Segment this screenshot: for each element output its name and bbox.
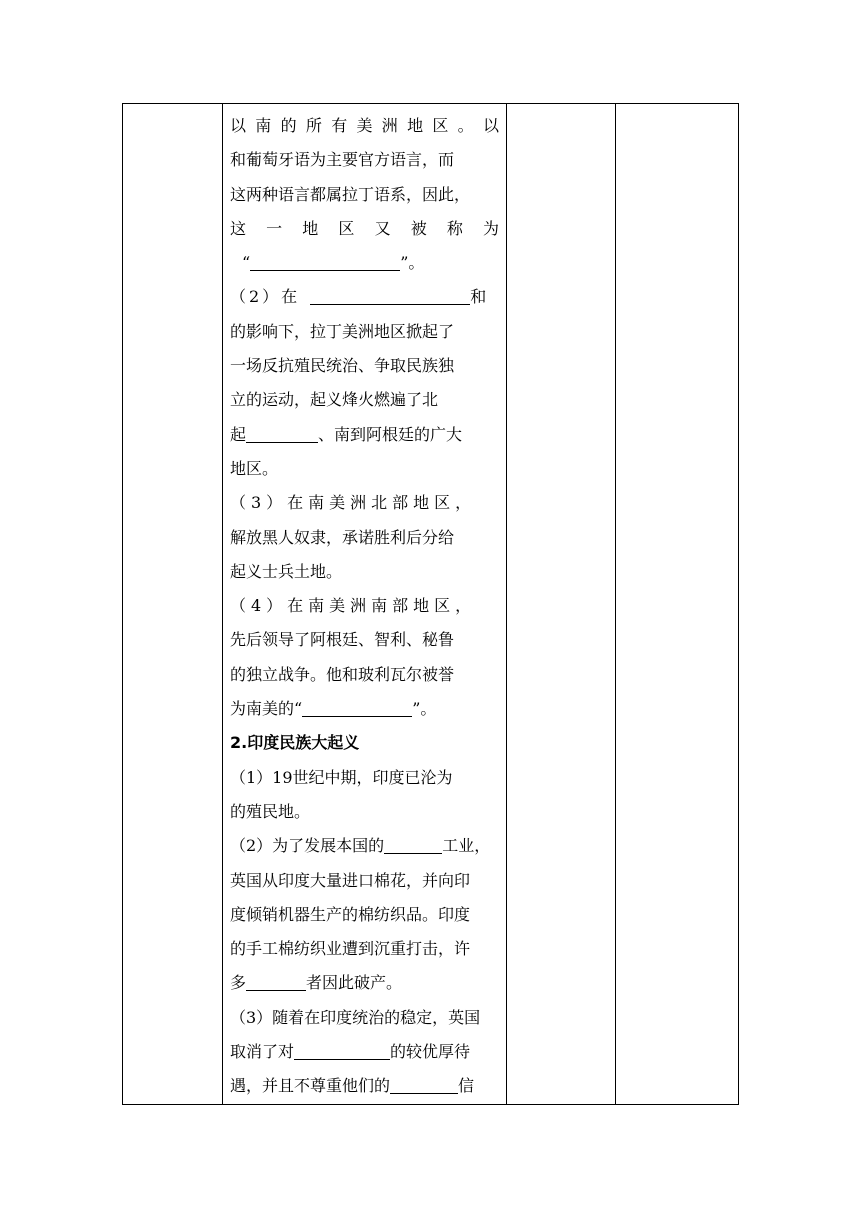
text-line: 立的运动，起义烽火燃遍了北 — [230, 390, 439, 410]
text-line: （1）19世纪中期，印度已沦为 — [230, 767, 453, 787]
text-fragment: 者因此破产。 — [306, 973, 403, 993]
text-line: 英国从印度大量进口棉花，并向印 — [230, 870, 471, 890]
text-fragment: 的较优厚待 — [390, 1042, 471, 1062]
text-fragment: 起 — [230, 424, 247, 444]
fill-blank[interactable] — [250, 252, 400, 271]
text-line: 解放黑人奴隶，承诺胜利后分给 — [230, 527, 455, 547]
section-heading: 2.印度民族大起义 — [230, 733, 360, 753]
table-cell-content — [223, 104, 507, 1105]
text-line — [230, 966, 499, 1000]
text-fragment: 和 — [470, 287, 487, 307]
text-fragment: 取消了对 — [230, 1042, 295, 1062]
text-line: 的独立战争。他和玻利瓦尔被誉 — [230, 664, 455, 684]
text-fragment: 为南美的“ — [230, 699, 303, 719]
text-fragment: 工业， — [442, 836, 491, 856]
text-line — [230, 246, 499, 280]
text-line: 这一地区又被称为 — [230, 218, 499, 238]
fill-blank[interactable] — [246, 424, 318, 443]
fill-blank[interactable] — [246, 972, 306, 991]
table-cell-empty-right — [616, 104, 739, 1105]
text-line: 以南的所有美洲地区。以 — [230, 116, 499, 135]
text-line: 度倾销机器生产的棉纺织品。印度 — [230, 904, 471, 924]
text-line: 起义士兵土地。 — [230, 561, 343, 581]
text-fragment: 信 — [458, 1076, 475, 1096]
text-line: 的手工棉纺织业遭到沉重打击，许 — [230, 939, 471, 959]
table-row — [123, 104, 739, 1105]
fill-blank[interactable] — [294, 1041, 390, 1060]
text-line — [230, 1035, 499, 1069]
text-fragment: 遇，并且不尊重他们的 — [230, 1076, 391, 1096]
text-line: 和葡萄牙语为主要官方语言，而 — [230, 150, 455, 170]
text-line: 的影响下，拉丁美洲地区掀起了 — [230, 321, 455, 341]
table-cell-empty — [507, 104, 616, 1105]
fill-blank[interactable] — [390, 1075, 458, 1094]
text-line — [230, 1069, 499, 1103]
item-label: （2）在 — [230, 287, 301, 307]
text-line — [230, 418, 499, 452]
lesson-table — [122, 103, 739, 1105]
text-line: 这两种语言都属拉丁语系，因此， — [230, 184, 471, 204]
text-fragment: 、南到阿根廷的广大 — [318, 424, 463, 444]
text-line: （3）在南美洲北部地区， — [230, 493, 477, 513]
text-fragment: 多 — [230, 973, 247, 993]
table-cell-empty-left — [123, 104, 223, 1105]
quote-open: “ — [242, 253, 251, 273]
worksheet-content — [223, 104, 506, 1104]
text-line: （4）在南美洲南部地区， — [230, 596, 477, 616]
fill-blank[interactable] — [384, 835, 442, 854]
text-line — [230, 692, 499, 726]
text-line: 地区。 — [230, 458, 279, 478]
text-line — [230, 280, 499, 314]
quote-close: ”。 — [400, 253, 425, 273]
text-fragment: （2）为了发展本国的 — [230, 836, 385, 856]
text-line: 的殖民地。 — [230, 801, 311, 821]
text-line: 一场反抗殖民统治、争取民族独 — [230, 356, 455, 376]
text-line: 先后领导了阿根廷、智利、秘鲁 — [230, 630, 455, 650]
text-line — [230, 829, 499, 863]
fill-blank[interactable] — [302, 698, 412, 717]
fill-blank[interactable] — [310, 286, 470, 305]
text-fragment: ”。 — [412, 699, 437, 719]
text-line: （3）随着在印度统治的稳定，英国 — [230, 1007, 481, 1027]
